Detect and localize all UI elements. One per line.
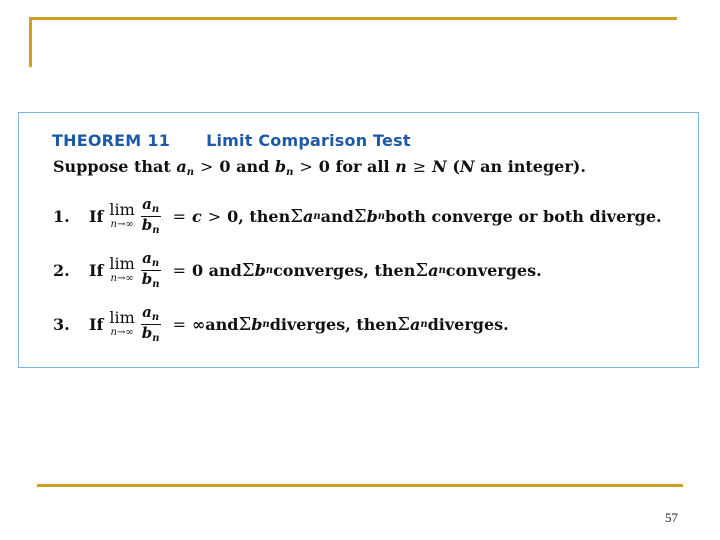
theorem-item-1: 1. If lim n→∞ $\frac{a_n}{b_n}$ = c > 0 , then Σ a n and Σ b n both converge or both diverge. (53, 194, 662, 236)
theorem-label: THEOREM (52, 131, 142, 150)
limit-expression: lim n→∞ (109, 200, 135, 230)
theorem-header (52, 131, 411, 150)
theorem-number: 11 (147, 131, 171, 150)
top-decorative-rule (29, 17, 677, 20)
theorem-item-3: 3. If lim n→∞ $\frac{a_n}{b_n}$ = ∞ and Σ b n diverges, then Σ a n diverges. (53, 302, 509, 344)
theorem-item-2: 2. If lim n→∞ $\frac{a_n}{b_n}$ = 0 and Σ b n converges, then Σ a n converges. (53, 248, 542, 290)
theorem-box (18, 112, 699, 368)
ratio-fraction: $\frac{a_n}{b_n}$ (141, 194, 160, 236)
limit-expression: lim n→∞ (109, 308, 135, 338)
ratio-fraction: $\frac{a_n}{b_n}$ (141, 302, 160, 344)
theorem-statement: Suppose that $a_n > 0$ and $b_n > 0$ for all n ≥ N (N an integer). (53, 157, 586, 178)
left-decorative-rule (29, 17, 32, 67)
theorem-name: Limit Comparison Test (206, 131, 411, 150)
page-number: 57 (665, 510, 678, 525)
ratio-fraction: $\frac{a_n}{b_n}$ (141, 248, 160, 290)
limit-expression: lim n→∞ (109, 254, 135, 284)
bottom-decorative-rule (37, 484, 683, 487)
